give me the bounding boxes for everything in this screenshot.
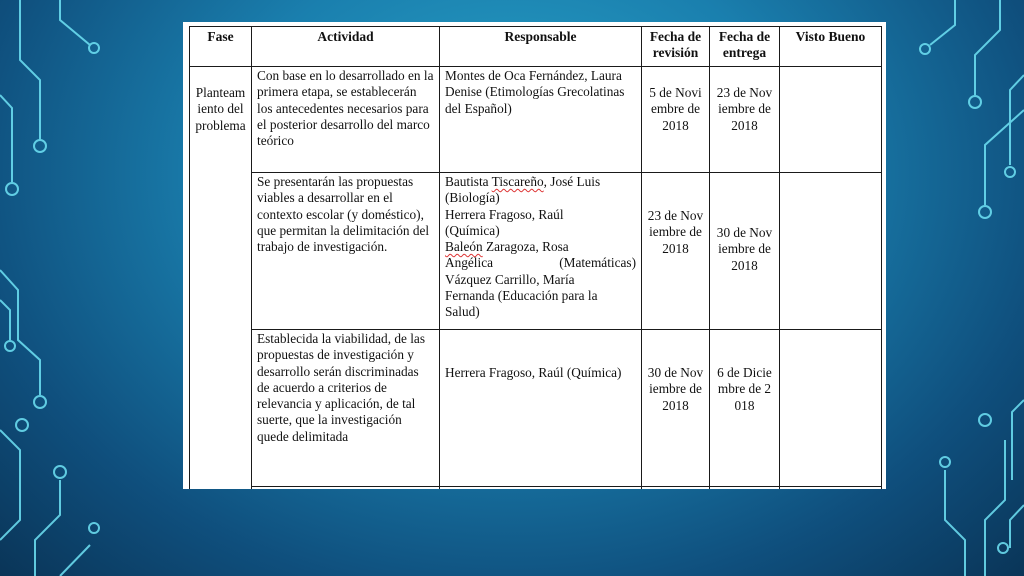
fecha-entrega-cell: 23 de Noviembre de 2018: [710, 67, 780, 173]
fecha-revision-cell: 30 de Noviembre de 2018: [642, 330, 710, 487]
header-visto-bueno: Visto Bueno: [780, 27, 882, 67]
responsable-cell: Montes de Oca Fernández, Laura Denise (Etimologías Grecolatinas del Español): [440, 67, 642, 173]
fecha-revision-cell: 23 de Noviembre de 2018: [642, 173, 710, 330]
responsable-line: (Biología): [445, 190, 500, 206]
responsable-cell: [440, 173, 642, 330]
header-fecha-entrega: Fecha de entrega: [710, 27, 780, 67]
fecha-revision-cell: 5 de Noviembre de 2018: [642, 67, 710, 173]
header-actividad: Actividad: [252, 27, 440, 67]
header-fase: Fase: [190, 27, 252, 67]
table-row: [190, 330, 882, 487]
header-fecha-revision: Fecha de revisión: [642, 27, 710, 67]
fase-cell: Planteamiento del problema: [190, 67, 252, 490]
actividad-cell: Se presentarán las propuestas viables a desarrollar en el contexto escolar (y doméstico), que permitan la delimitación del trabajo de investigación.: [252, 173, 440, 330]
document-page: [183, 22, 886, 489]
table-row: [190, 67, 882, 173]
header-responsable: Responsable: [440, 27, 642, 67]
responsable-line: Baleón Zaragoza, Rosa: [445, 239, 569, 255]
responsable-line: Salud): [445, 304, 480, 320]
fecha-entrega-cell: 30 de Noviembre de 2018: [710, 173, 780, 330]
schedule-table: [189, 26, 882, 489]
responsable-line: Vázquez Carrillo, María: [445, 271, 575, 287]
responsable-line: (Química): [445, 222, 500, 238]
responsable-line: Herrera Fragoso, Raúl: [445, 206, 564, 222]
table-header-row: [190, 27, 882, 67]
fecha-entrega-cell: 6 de Diciembre de 2018: [710, 330, 780, 487]
visto-bueno-cell: [780, 173, 882, 330]
responsable-line: Fernanda (Educación para la: [445, 288, 598, 304]
responsable-line: Angélica (Matemáticas): [445, 255, 636, 271]
visto-bueno-cell: [780, 67, 882, 173]
visto-bueno-cell: [780, 330, 882, 487]
responsable-cell: Herrera Fragoso, Raúl (Química): [440, 330, 642, 487]
table-row-partial: [190, 487, 882, 490]
actividad-cell: Con base en lo desarrollado en la primera etapa, se establecerán los antecedentes necesarios para el posterior desarrollo del marco teórico: [252, 67, 440, 173]
responsable-line: Bautista Tiscareño, José Luis: [445, 174, 601, 189]
actividad-cell: Establecida la viabilidad, de las propuestas de investigación y desarrollo serán discriminadas de acuerdo a criterios de relevancia y aplicación, de tal suerte, que la investigación quede delimitada: [252, 330, 440, 487]
table-row: [190, 173, 882, 330]
